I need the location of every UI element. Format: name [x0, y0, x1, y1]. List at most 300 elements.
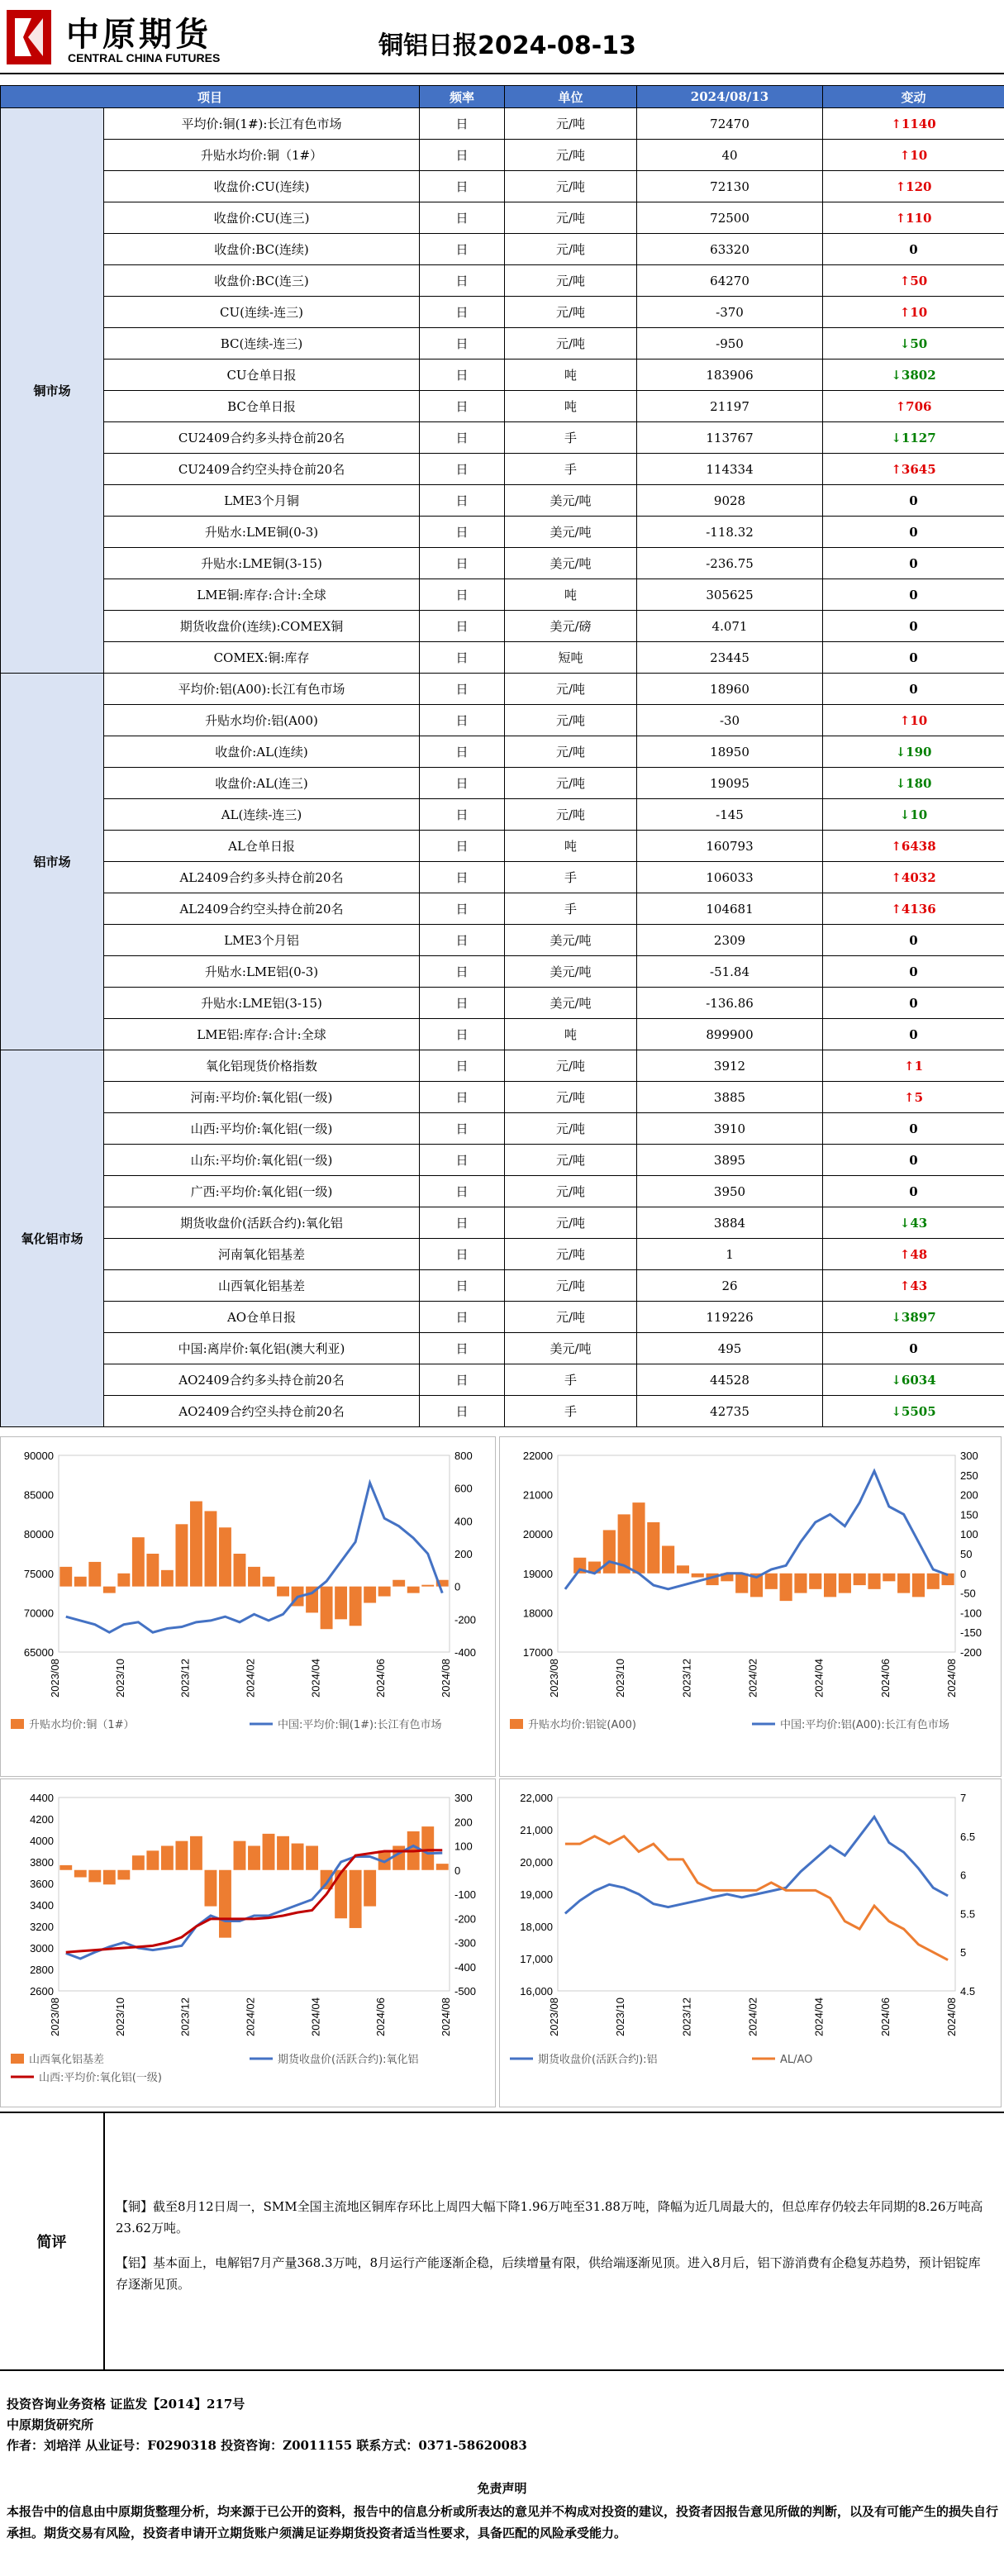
value-cell: 160793 — [637, 831, 823, 862]
bar — [632, 1502, 645, 1574]
chart-aluminum-premium-svg — [500, 1437, 1001, 1776]
bar — [393, 1580, 405, 1587]
table-row — [1, 642, 1004, 674]
change-cell: 0 — [823, 548, 1004, 579]
x-axis-tick-label: 2024/08 — [440, 1659, 452, 1697]
legend-label: AL/AO — [780, 2054, 813, 2066]
qualification-line: 投资咨询业务资格 证监发【2014】217号 — [7, 2397, 245, 2412]
change-cell: ↑10 — [823, 297, 1004, 328]
x-axis-tick-label: 2024/06 — [374, 1997, 388, 2036]
right-axis-tick-label: 5 — [960, 1946, 967, 1959]
frequency-cell: 日 — [420, 1019, 505, 1050]
table-row — [1, 893, 1004, 925]
bar — [103, 1870, 116, 1885]
right-axis-tick-label: -150 — [960, 1626, 983, 1640]
right-axis-tick-label: -200 — [960, 1646, 983, 1659]
item-cell: 河南氧化铝基差 — [104, 1239, 420, 1270]
table-row — [1, 579, 1004, 611]
frequency-cell: 日 — [420, 768, 505, 799]
unit-cell: 吨 — [505, 1019, 637, 1050]
value-cell: -950 — [637, 328, 823, 359]
table-row — [1, 359, 1004, 391]
right-axis-tick-label: -500 — [454, 1985, 477, 1997]
item-cell: 期货收盘价(连续):COMEX铜 — [104, 611, 420, 642]
right-axis-tick-label: 250 — [960, 1469, 978, 1482]
frequency-cell: 日 — [420, 485, 505, 517]
unit-cell: 吨 — [505, 359, 637, 391]
bar — [603, 1530, 616, 1573]
change-cell: ↑50 — [823, 265, 1004, 297]
value-cell: 64270 — [637, 265, 823, 297]
table-row — [1, 234, 1004, 265]
item-cell: AL仓单日报 — [104, 831, 420, 862]
item-cell: BC仓单日报 — [104, 391, 420, 422]
section-label: 氧化铝市场 — [1, 1050, 104, 1427]
bar — [132, 1855, 145, 1870]
value-cell: 9028 — [637, 485, 823, 517]
change-cell: ↓190 — [823, 736, 1004, 768]
bar — [912, 1574, 925, 1598]
right-axis-tick-label: 7 — [960, 1792, 967, 1804]
bar — [161, 1570, 174, 1587]
series-line — [565, 1817, 948, 1913]
bar — [350, 1870, 362, 1928]
left-axis-tick-label: 65000 — [23, 1646, 54, 1659]
table-row — [1, 1145, 1004, 1176]
item-cell: 山东:平均价:氧化铝(一级) — [104, 1145, 420, 1176]
left-axis-tick-label: 3800 — [30, 1856, 54, 1869]
bar — [942, 1574, 954, 1585]
x-axis-tick-label: 2024/04 — [812, 1997, 826, 2036]
bar — [393, 1846, 405, 1870]
legend-label: 中国:平均价:铝(A00):长江有色市场 — [780, 1719, 949, 1731]
table-row — [1, 1239, 1004, 1270]
x-axis-tick-label: 2024/06 — [878, 1997, 892, 2036]
author-line: 作者：刘培洋 从业证号：F0290318 投资咨询：Z0011155 联系方式：0371-58620083 — [7, 2438, 527, 2453]
right-axis-tick-label: 300 — [454, 1792, 473, 1804]
item-cell: 升贴水:LME铝(3-15) — [104, 988, 420, 1019]
left-axis-tick-label: 22000 — [522, 1450, 553, 1462]
table-row — [1, 1396, 1004, 1427]
value-cell: 113767 — [637, 422, 823, 454]
item-cell: 氧化铝现货价格指数 — [104, 1050, 420, 1082]
bar — [662, 1545, 674, 1573]
unit-cell: 美元/吨 — [505, 988, 637, 1019]
left-axis-tick-label: 4200 — [30, 1813, 54, 1826]
frequency-cell: 日 — [420, 1396, 505, 1427]
frequency-cell: 日 — [420, 1364, 505, 1396]
x-axis-tick-label: 2023/10 — [614, 1997, 627, 2036]
legend-label: 升贴水均价:铜（1#） — [29, 1719, 135, 1731]
bar — [117, 1574, 130, 1587]
change-cell: 0 — [823, 1176, 1004, 1207]
table-row — [1, 611, 1004, 642]
unit-cell: 元/吨 — [505, 799, 637, 831]
unit-cell: 元/吨 — [505, 1145, 637, 1176]
value-cell: 495 — [637, 1333, 823, 1364]
unit-cell: 元/吨 — [505, 297, 637, 328]
item-cell: BC(连续-连三) — [104, 328, 420, 359]
bar — [897, 1574, 910, 1593]
table-row — [1, 862, 1004, 893]
bar — [292, 1844, 304, 1870]
frequency-cell: 日 — [420, 140, 505, 171]
x-axis-tick-label: 2023/08 — [548, 1659, 560, 1697]
table-row — [1, 1082, 1004, 1113]
unit-cell: 美元/吨 — [505, 925, 637, 956]
bar — [234, 1841, 246, 1870]
legend-label: 期货收盘价(活跃合约):铝 — [538, 2054, 658, 2066]
left-axis-tick-label: 21000 — [522, 1488, 553, 1502]
table-row — [1, 925, 1004, 956]
x-axis-tick-label: 2024/04 — [309, 1659, 322, 1697]
frequency-cell: 日 — [420, 422, 505, 454]
frequency-cell: 日 — [420, 1113, 505, 1145]
item-cell: LME铜:库存:合计:全球 — [104, 579, 420, 611]
bar — [204, 1870, 217, 1907]
unit-cell: 美元/磅 — [505, 611, 637, 642]
table-row — [1, 391, 1004, 422]
bar — [647, 1522, 659, 1574]
value-cell: 119226 — [637, 1302, 823, 1333]
bar — [407, 1587, 420, 1593]
change-cell: 0 — [823, 674, 1004, 705]
change-cell: ↑48 — [823, 1239, 1004, 1270]
frequency-cell: 日 — [420, 234, 505, 265]
left-axis-tick-label: 80000 — [23, 1528, 54, 1541]
right-axis-tick-label: 600 — [454, 1482, 473, 1495]
table-row — [1, 108, 1004, 140]
change-cell: ↑6438 — [823, 831, 1004, 862]
frequency-cell: 日 — [420, 108, 505, 140]
change-cell: ↑3645 — [823, 454, 1004, 485]
table-row — [1, 265, 1004, 297]
item-cell: LME3个月铝 — [104, 925, 420, 956]
change-cell: 0 — [823, 611, 1004, 642]
right-axis-tick-label: 0 — [960, 1567, 967, 1580]
value-cell: 106033 — [637, 862, 823, 893]
bar — [364, 1870, 376, 1907]
item-cell: 中国:离岸价:氧化铝(澳大利亚) — [104, 1333, 420, 1364]
right-axis-tick-label: 5.5 — [960, 1907, 976, 1921]
frequency-cell: 日 — [420, 1207, 505, 1239]
right-axis-tick-label: -400 — [454, 1960, 477, 1974]
bar — [421, 1585, 434, 1587]
item-cell: 升贴水:LME铜(3-15) — [104, 548, 420, 579]
unit-cell: 手 — [505, 862, 637, 893]
item-cell: CU(连续-连三) — [104, 297, 420, 328]
value-cell: 40 — [637, 140, 823, 171]
item-cell: CU2409合约多头持仓前20名 — [104, 422, 420, 454]
value-cell: 26 — [637, 1270, 823, 1302]
change-cell: 0 — [823, 956, 1004, 988]
item-cell: AO2409合约多头持仓前20名 — [104, 1364, 420, 1396]
item-cell: 升贴水:LME铜(0-3) — [104, 517, 420, 548]
bar — [175, 1524, 188, 1586]
change-cell: ↑4032 — [823, 862, 1004, 893]
left-axis-tick-label: 17,000 — [520, 1953, 553, 1965]
bar — [248, 1567, 260, 1587]
value-cell: 72470 — [637, 108, 823, 140]
unit-cell: 手 — [505, 893, 637, 925]
table-row — [1, 768, 1004, 799]
bar — [74, 1870, 87, 1878]
bar — [219, 1870, 231, 1938]
bar — [161, 1846, 174, 1870]
frequency-cell: 日 — [420, 988, 505, 1019]
frequency-cell: 日 — [420, 893, 505, 925]
bar — [927, 1574, 940, 1589]
item-cell: 平均价:铝(A00):长江有色市场 — [104, 674, 420, 705]
bar — [190, 1502, 202, 1587]
unit-cell: 元/吨 — [505, 140, 637, 171]
table-row — [1, 956, 1004, 988]
change-cell: 0 — [823, 1019, 1004, 1050]
x-axis-tick-label: 2024/06 — [374, 1659, 388, 1697]
plot-area — [59, 1797, 450, 1991]
x-axis-tick-label: 2023/08 — [548, 1997, 560, 2036]
table-row — [1, 140, 1004, 171]
right-axis-tick-label: 4.5 — [960, 1985, 976, 1997]
bar — [364, 1587, 376, 1603]
change-cell: ↑43 — [823, 1270, 1004, 1302]
left-axis-tick-label: 21,000 — [520, 1824, 553, 1836]
item-cell: AO2409合约空头持仓前20名 — [104, 1396, 420, 1427]
bar — [868, 1574, 880, 1589]
logo-english-name: CENTRAL CHINA FUTURES — [68, 51, 221, 64]
x-axis-tick-label: 2023/12 — [178, 1997, 192, 2036]
frequency-cell: 日 — [420, 517, 505, 548]
institute-line: 中原期货研究所 — [7, 2417, 94, 2432]
section-label: 铜市场 — [1, 108, 104, 674]
unit-cell: 手 — [505, 1396, 637, 1427]
unit-cell: 美元/吨 — [505, 517, 637, 548]
bar — [59, 1865, 72, 1870]
unit-cell: 元/吨 — [505, 674, 637, 705]
change-cell: 0 — [823, 988, 1004, 1019]
item-cell: 收盘价:AL(连续) — [104, 736, 420, 768]
change-cell: 0 — [823, 1113, 1004, 1145]
disclaimer-title: 免责声明 — [477, 2481, 527, 2496]
right-axis-tick-label: -100 — [454, 1888, 477, 1901]
item-cell: 升贴水均价:铜（1#） — [104, 140, 420, 171]
column-header-item: 项目 — [1, 86, 420, 108]
frequency-cell: 日 — [420, 956, 505, 988]
unit-cell: 元/吨 — [505, 736, 637, 768]
change-cell: 0 — [823, 642, 1004, 674]
item-cell: LME铝:库存:合计:全球 — [104, 1019, 420, 1050]
item-cell: 期货收盘价(活跃合约):氧化铝 — [104, 1207, 420, 1239]
unit-cell: 元/吨 — [505, 265, 637, 297]
left-axis-tick-label: 18000 — [522, 1607, 553, 1620]
x-axis-tick-label: 2024/02 — [746, 1659, 759, 1697]
chart-al-ao-ratio-svg — [500, 1779, 1001, 2107]
right-axis-tick-label: -200 — [454, 1912, 477, 1926]
right-axis-tick-label: 6.5 — [960, 1830, 976, 1843]
chart-copper-premium — [0, 1436, 496, 1777]
left-axis-tick-label: 2600 — [30, 1985, 54, 1997]
value-cell: 2309 — [637, 925, 823, 956]
change-cell: ↓1127 — [823, 422, 1004, 454]
change-cell: ↓180 — [823, 768, 1004, 799]
right-axis-tick-label: 100 — [454, 1840, 473, 1853]
value-cell: 4.071 — [637, 611, 823, 642]
table-row — [1, 1270, 1004, 1302]
report-header — [0, 0, 1004, 74]
change-cell: ↓6034 — [823, 1364, 1004, 1396]
table-row — [1, 1207, 1004, 1239]
right-axis-tick-label: 200 — [960, 1488, 978, 1502]
unit-cell: 手 — [505, 1364, 637, 1396]
bar — [306, 1846, 318, 1870]
bar — [809, 1574, 821, 1589]
item-cell: 收盘价:BC(连三) — [104, 265, 420, 297]
frequency-cell: 日 — [420, 674, 505, 705]
value-cell: 899900 — [637, 1019, 823, 1050]
bar — [335, 1587, 347, 1620]
bar — [146, 1850, 159, 1869]
right-axis-tick-label: 400 — [454, 1515, 473, 1528]
x-axis-tick-label: 2024/02 — [244, 1997, 257, 2036]
frequency-cell: 日 — [420, 642, 505, 674]
x-axis-tick-label: 2024/02 — [746, 1997, 759, 2036]
unit-cell: 元/吨 — [505, 1113, 637, 1145]
frequency-cell: 日 — [420, 736, 505, 768]
market-data-table — [0, 85, 1004, 1427]
change-cell: ↑10 — [823, 140, 1004, 171]
frequency-cell: 日 — [420, 611, 505, 642]
item-cell: 山西氧化铝基差 — [104, 1270, 420, 1302]
column-header-unit: 单位 — [505, 86, 637, 108]
bar — [765, 1574, 778, 1589]
change-cell: 0 — [823, 517, 1004, 548]
bar — [794, 1574, 807, 1593]
value-cell: 44528 — [637, 1364, 823, 1396]
frequency-cell: 日 — [420, 1176, 505, 1207]
right-axis-tick-label: 300 — [960, 1450, 978, 1462]
table-header-row — [1, 86, 1004, 108]
frequency-cell: 日 — [420, 579, 505, 611]
value-cell: -236.75 — [637, 548, 823, 579]
item-cell: 收盘价:AL(连三) — [104, 768, 420, 799]
unit-cell: 元/吨 — [505, 1082, 637, 1113]
bar — [219, 1527, 231, 1586]
table-row — [1, 297, 1004, 328]
x-axis-tick-label: 2023/12 — [680, 1997, 693, 2036]
x-axis-tick-label: 2024/08 — [945, 1997, 958, 2036]
x-axis-tick-label: 2023/08 — [49, 1659, 61, 1697]
bar — [117, 1870, 130, 1880]
bar — [204, 1511, 217, 1586]
value-cell: 21197 — [637, 391, 823, 422]
change-cell: ↑706 — [823, 391, 1004, 422]
change-cell: ↓5505 — [823, 1396, 1004, 1427]
table-row — [1, 485, 1004, 517]
table-row — [1, 328, 1004, 359]
table-row — [1, 831, 1004, 862]
bar — [263, 1834, 275, 1870]
change-cell: ↑10 — [823, 705, 1004, 736]
unit-cell: 元/吨 — [505, 1270, 637, 1302]
bar — [103, 1587, 116, 1593]
change-cell: ↓10 — [823, 799, 1004, 831]
value-cell: 305625 — [637, 579, 823, 611]
right-axis-tick-label: 100 — [960, 1528, 978, 1541]
unit-cell: 元/吨 — [505, 108, 637, 140]
bar — [146, 1554, 159, 1587]
value-cell: 3885 — [637, 1082, 823, 1113]
frequency-cell: 日 — [420, 328, 505, 359]
left-axis-tick-label: 19,000 — [520, 1888, 553, 1901]
table-row — [1, 454, 1004, 485]
x-axis-tick-label: 2023/12 — [178, 1659, 192, 1697]
frequency-cell: 日 — [420, 454, 505, 485]
left-axis-tick-label: 3400 — [30, 1899, 54, 1912]
frequency-cell: 日 — [420, 1082, 505, 1113]
bar — [277, 1587, 289, 1597]
bar — [234, 1554, 246, 1587]
table-row — [1, 1019, 1004, 1050]
unit-cell: 元/吨 — [505, 171, 637, 202]
value-cell: 42735 — [637, 1396, 823, 1427]
bar — [883, 1574, 895, 1582]
left-axis-tick-label: 85000 — [23, 1488, 54, 1502]
item-cell: 收盘价:CU(连三) — [104, 202, 420, 234]
bar — [277, 1836, 289, 1870]
bar — [132, 1537, 145, 1587]
frequency-cell: 日 — [420, 831, 505, 862]
item-cell: CU2409合约空头持仓前20名 — [104, 454, 420, 485]
value-cell: -118.32 — [637, 517, 823, 548]
unit-cell: 美元/吨 — [505, 548, 637, 579]
legend-swatch — [11, 2054, 24, 2064]
legend-label: 中国:平均价:铜(1#):长江有色市场 — [278, 1719, 442, 1731]
x-axis-tick-label: 2023/08 — [49, 1997, 61, 2036]
change-cell: 0 — [823, 485, 1004, 517]
right-axis-tick-label: -200 — [454, 1613, 477, 1626]
left-axis-tick-label: 75000 — [23, 1567, 54, 1580]
change-cell: ↑110 — [823, 202, 1004, 234]
chart-alumina-basis — [0, 1778, 496, 2107]
left-axis-tick-label: 70000 — [23, 1607, 54, 1620]
unit-cell: 元/吨 — [505, 705, 637, 736]
frequency-cell: 日 — [420, 1239, 505, 1270]
left-axis-tick-label: 22,000 — [520, 1792, 553, 1804]
table-row — [1, 548, 1004, 579]
item-cell: 山西:平均价:氧化铝(一级) — [104, 1113, 420, 1145]
value-cell: 23445 — [637, 642, 823, 674]
frequency-cell: 日 — [420, 925, 505, 956]
item-cell: 升贴水均价:铝(A00) — [104, 705, 420, 736]
frequency-cell: 日 — [420, 705, 505, 736]
change-cell: ↑4136 — [823, 893, 1004, 925]
legend-label: 升贴水均价:铝锭(A00) — [528, 1719, 636, 1731]
change-cell: 0 — [823, 579, 1004, 611]
bar — [248, 1846, 260, 1870]
value-cell: 19095 — [637, 768, 823, 799]
table-row — [1, 1333, 1004, 1364]
frequency-cell: 日 — [420, 265, 505, 297]
unit-cell: 元/吨 — [505, 328, 637, 359]
table-row — [1, 799, 1004, 831]
right-axis-tick-label: 50 — [960, 1548, 973, 1560]
chart-al-ao-ratio — [499, 1778, 1002, 2107]
chart-aluminum-premium — [499, 1436, 1002, 1777]
frequency-cell: 日 — [420, 862, 505, 893]
change-cell: ↓3802 — [823, 359, 1004, 391]
right-axis-tick-label: 200 — [454, 1816, 473, 1829]
x-axis-tick-label: 2023/12 — [680, 1659, 693, 1697]
